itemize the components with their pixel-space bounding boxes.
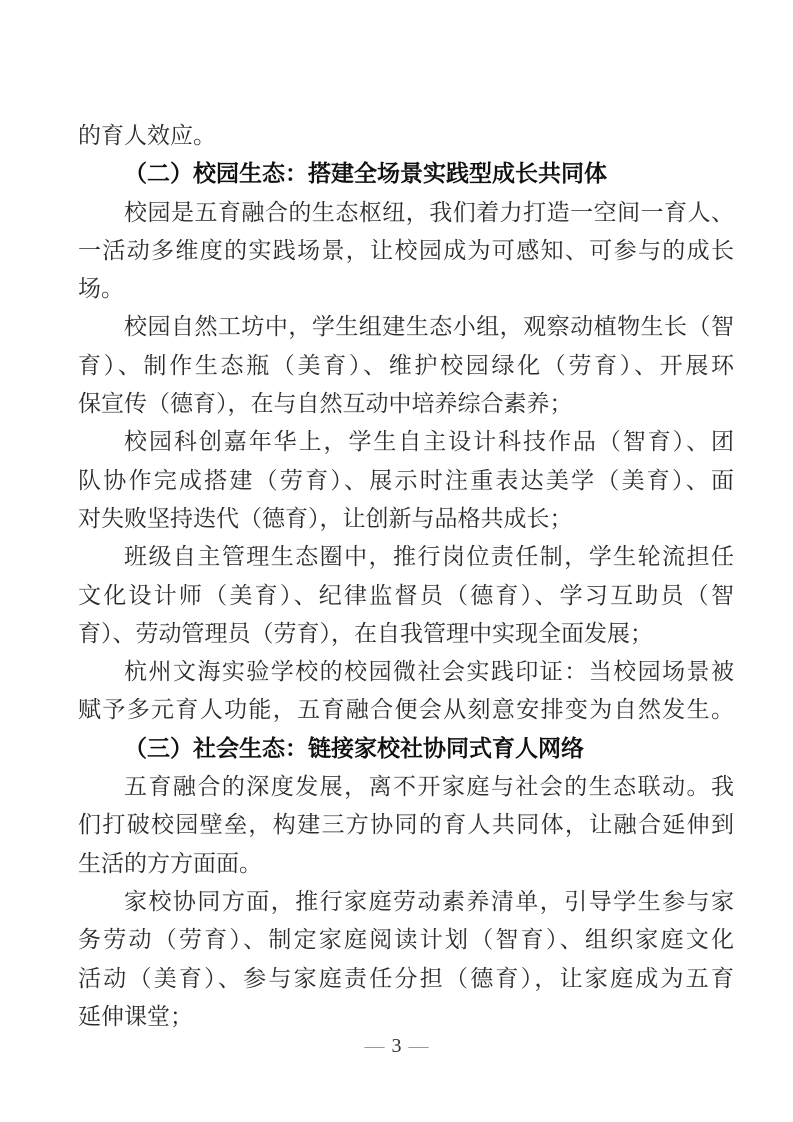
text-line: 对失败坚持迭代（德育），让创新与品格共成长； [78, 505, 573, 531]
text-line: 育）、劳动管理员（劳育），在自我管理中实现全面发展； [78, 620, 653, 646]
text-line: 延伸课堂； [78, 1003, 193, 1029]
text-line: 场。 [78, 276, 124, 302]
text-line: 一活动多维度的实践场景，让校园成为可感知、可参与的成长 [78, 237, 734, 263]
text-line: 的育人效应。 [78, 123, 216, 148]
text-line: 校园是五育融合的生态枢纽，我们着力打造一空间一育人、 [124, 199, 734, 225]
text-line: 活动（美育）、参与家庭责任分担（德育），让家庭成为五育 [78, 965, 734, 991]
text-line: 文化设计师（美育）、纪律监督员（德育）、学习互助员（智 [78, 582, 734, 608]
text-line: 五育融合的深度发展，离不开家庭与社会的生态联动。我 [124, 774, 734, 800]
text-line: 队协作完成搭建（劳育）、展示时注重表达美学（美育）、面 [78, 467, 734, 493]
footer-dash-left: — [364, 1035, 385, 1057]
section-heading-3: （三）社会生态：链接家校社协同式育人网络 [124, 735, 584, 761]
text-line: 校园自然工坊中，学生组建生态小组，观察动植物生长（智 [124, 314, 734, 340]
text-line: 家校协同方面，推行家庭劳动素养清单，引导学生参与家 [124, 888, 734, 914]
document-text-block [78, 117, 734, 1036]
text-line: 务劳动（劳育）、制定家庭阅读计划（智育）、组织家庭文化 [78, 927, 734, 953]
text-line: 生活的方方面面。 [78, 850, 262, 876]
page-footer [0, 1035, 793, 1058]
text-line: 班级自主管理生态圈中，推行岗位责任制，学生轮流担任 [124, 544, 734, 570]
section-heading-2: （二）校园生态：搭建全场景实践型成长共同体 [124, 161, 607, 187]
text-line: 赋予多元育人功能，五育融合便会从刻意安排变为自然发生。 [78, 697, 734, 723]
text-line: 杭州文海实验学校的校园微社会实践印证：当校园场景被 [124, 659, 734, 685]
footer-dash-right: — [408, 1035, 429, 1057]
text-line: 们打破校园壁垒，构建三方协同的育人共同体，让融合延伸到 [78, 812, 734, 838]
text-line: 育）、制作生态瓶（美育）、维护校园绿化（劳育）、开展环 [78, 352, 734, 378]
page-number: 3 [391, 1035, 402, 1057]
text-line: 保宣传（德育），在与自然互动中培养综合素养； [78, 391, 573, 417]
text-line: 校园科创嘉年华上，学生自主设计科技作品（智育）、团 [124, 429, 734, 455]
